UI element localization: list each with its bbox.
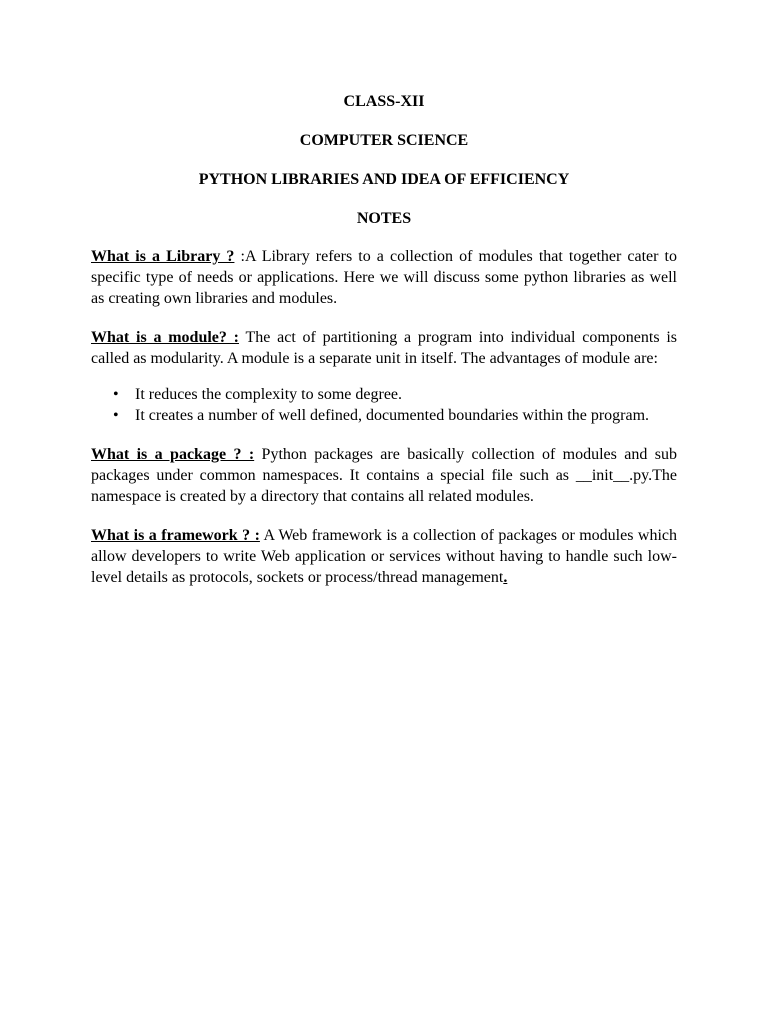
- package-term: What is a package ? :: [91, 446, 255, 463]
- subject-heading: COMPUTER SCIENCE: [299, 132, 469, 149]
- library-term: What is a Library ?: [91, 248, 235, 265]
- module-term: What is a module? :: [91, 329, 239, 346]
- topic-heading: PYTHON LIBRARIES AND IDEA OF EFFICIENCY: [198, 171, 570, 188]
- advantage-text: It reduces the complexity to some degree.: [135, 386, 403, 403]
- framework-end-mark: .: [503, 569, 508, 586]
- module-definition: The act of partitioning a program into individual components is called as modularity. A module is a separate unit in itself. The advantages of module are:: [91, 329, 677, 367]
- class-heading: CLASS-XII: [343, 93, 425, 110]
- advantage-text: It creates a number of well defined, documented boundaries within the program.: [135, 407, 650, 424]
- module-advantages-list: [91, 384, 677, 426]
- list-item: [91, 405, 677, 426]
- bullet-icon: •: [113, 386, 119, 403]
- list-item: [91, 384, 677, 405]
- package-paragraph: [91, 444, 677, 507]
- library-paragraph: [91, 246, 677, 309]
- library-definition: :A Library refers to a collection of modules that together cater to specific type of needs or applications. Here we will discuss some python libraries as well as creating own libraries and modules.: [91, 248, 677, 307]
- framework-paragraph: [91, 525, 677, 588]
- notes-heading: NOTES: [356, 210, 412, 227]
- package-definition: Python packages are basically collection of modules and sub packages under common namespaces. It contains a special file such as __init__.py.The namespace is created by a directory that contains all related modules.: [91, 446, 677, 505]
- document-page: [91, 92, 677, 606]
- module-paragraph: [91, 327, 677, 369]
- framework-term: What is a framework ? :: [91, 527, 260, 544]
- bullet-icon: •: [113, 407, 119, 424]
- framework-definition: A Web framework is a collection of packages or modules which allow developers to write Web application or services without having to handle such low-level details as protocols, sockets or process/thread management: [91, 527, 678, 586]
